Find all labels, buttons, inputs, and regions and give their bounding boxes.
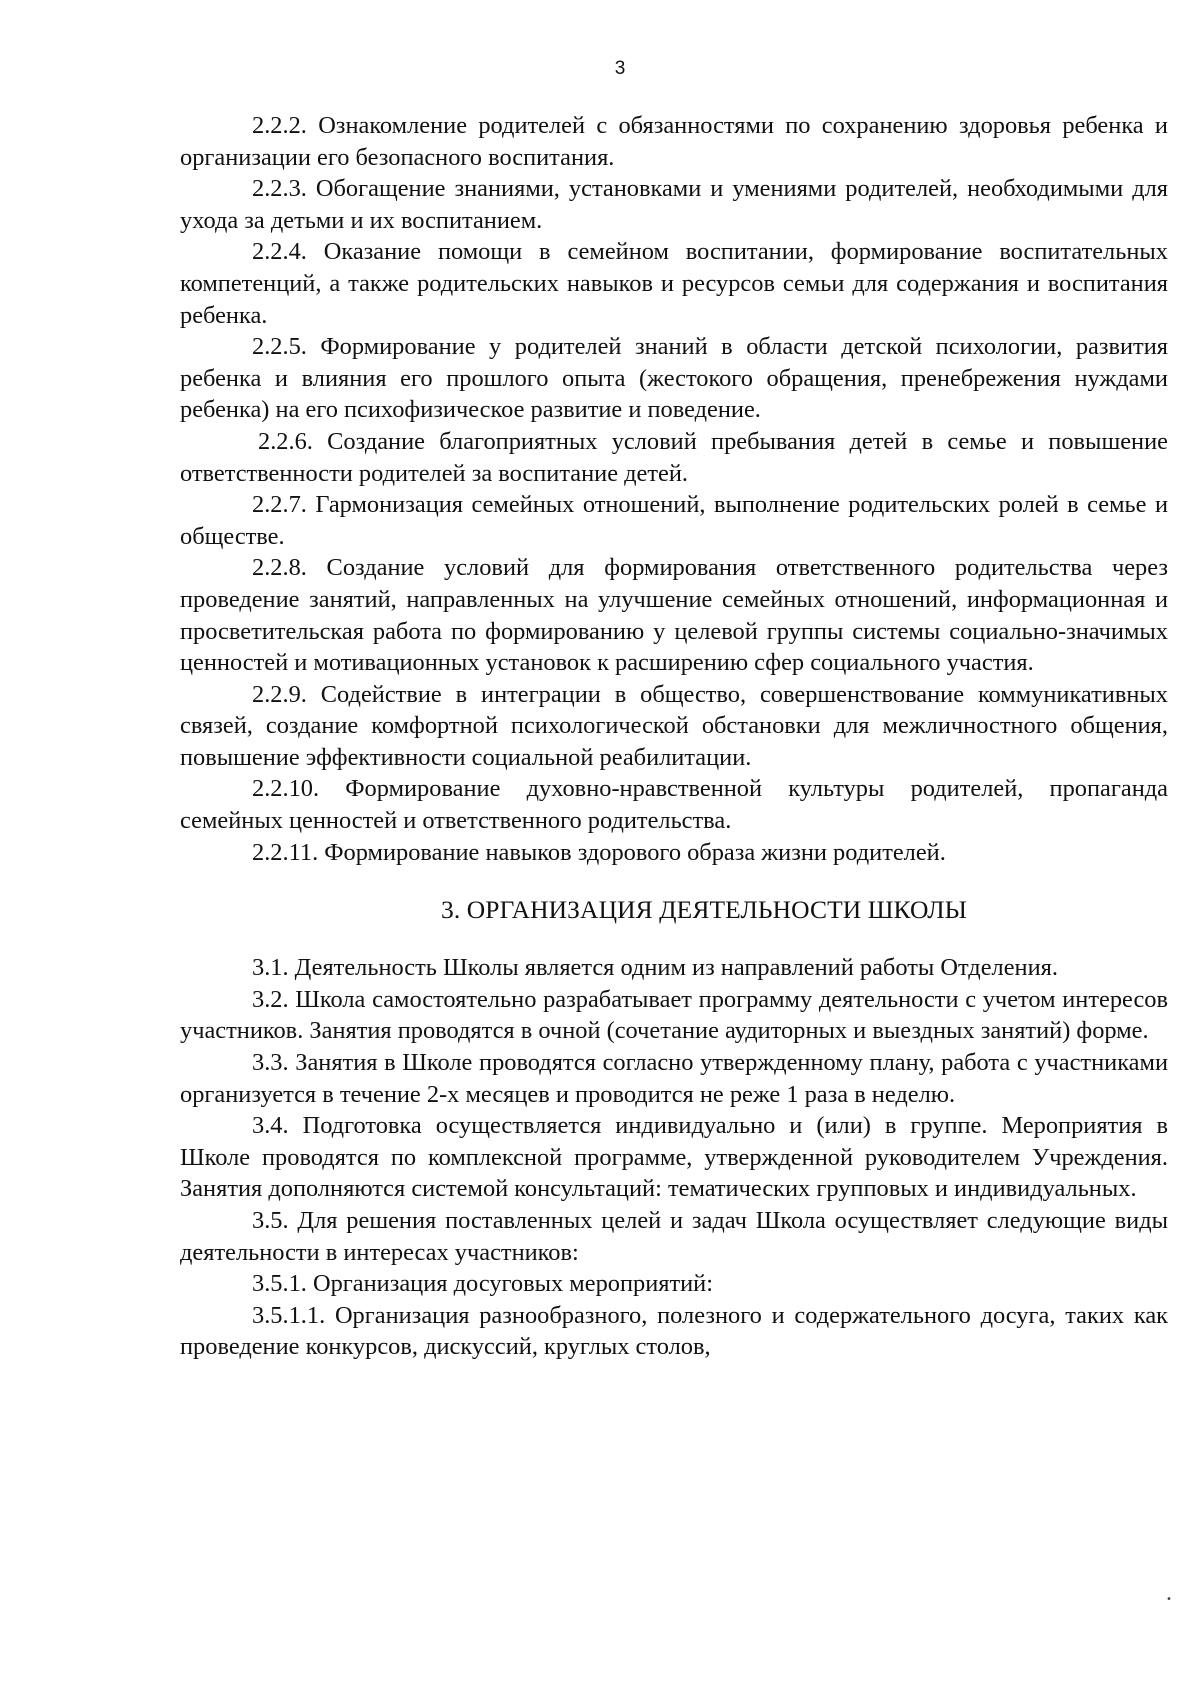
paragraph-2-2-5: 2.2.5. Формирование у родителей знаний в области детской психологии, развития ребенка и влияния его прошлого опыта (жестокого обращения, пренебрежения нуждами ребенка) на его психофизическое развитие и поведение. [180, 333, 1168, 424]
paragraph-2-2-6: 2.2.6. Создание благоприятных условий пребывания детей в семье и повышение ответственности родителей за воспитание детей. [180, 427, 1168, 487]
paragraph-2-2-7: 2.2.7. Гармонизация семейных отношений, выполнение родительских ролей в семье и обществе. [180, 491, 1168, 550]
paragraph-3-5-1-1: 3.5.1.1. Организация разнообразного, полезного и содержательного досуга, таких как проведение конкурсов, дискуссий, круглых столов, [180, 1301, 1168, 1361]
paragraph-2-2-2: 2.2.2. Ознакомление родителей с обязанностями по сохранению здоровья ребенка и организации его безопасного воспитания. [180, 112, 1168, 171]
paragraph-3-4: 3.4. Подготовка осуществляется индивидуально и (или) в группе. Мероприятия в Школе проводятся по комплексной программе, утвержденной руководителем Учреждения. Занятия дополняются системой консультаций: тематических групповых и индивидуальных. [180, 1112, 1168, 1203]
paragraph-2-2-9: 2.2.9. Содействие в интеграции в общество, совершенствование коммуникативных связей, создание комфортной психологической обстановки для межличностного общения, повышение эффективности социальной реабилитации. [180, 680, 1168, 771]
scan-speck: • [1166, 1594, 1172, 1605]
paragraph-3-5: 3.5. Для решения поставленных целей и задач Школа осуществляет следующие виды деятельности в интересах участников: [180, 1207, 1168, 1266]
paragraph-2-2-4: 2.2.4. Оказание помощи в семейном воспитании, формирование воспитательных компетенций, а также родительских навыков и ресурсов семьи для содержания и воспитания ребенка. [180, 238, 1168, 329]
paragraph-2-2-10: 2.2.10. Формирование духовно-нравственной культуры родителей, пропаганда семейных ценностей и ответственного родительства. [180, 775, 1168, 835]
page-number: 3 [614, 58, 626, 79]
paragraph-2-2-3: 2.2.3. Обогащение знаниями, установками и умениями родителей, необходимыми для ухода за детьми и их воспитанием. [180, 175, 1168, 234]
document-body [180, 110, 1168, 1363]
paragraph-2-2-11: 2.2.11. Формирование навыков здорового образа жизни родителей. [252, 838, 946, 866]
paragraph-3-3: 3.3. Занятия в Школе проводятся согласно утвержденному плану, работа с участниками организуется в течение 2-х месяцев и проводится не реже 1 раза в неделю. [180, 1049, 1168, 1108]
section-3-heading: 3. ОРГАНИЗАЦИЯ ДЕЯТЕЛЬНОСТИ ШКОЛЫ [440, 895, 968, 925]
paragraph-3-2: 3.2. Школа самостоятельно разрабатывает программу деятельности с учетом интересов участников. Занятия проводятся в очной (сочетание аудиторных и выездных занятий) форме. [180, 985, 1168, 1045]
paragraph-3-5-1: 3.5.1. Организация досуговых мероприятий: [252, 1270, 714, 1298]
paragraph-3-1: 3.1. Деятельность Школы является одним из направлений работы Отделения. [252, 954, 1058, 982]
paragraph-2-2-8: 2.2.8. Создание условий для формирования ответственного родительства через проведение занятий, направленных на улучшение семейных отношений, информационная и просветительская работа по формированию у целевой группы системы социально-значимых ценностей и мотивационных установок к расширению сфер социального участия. [180, 554, 1168, 677]
